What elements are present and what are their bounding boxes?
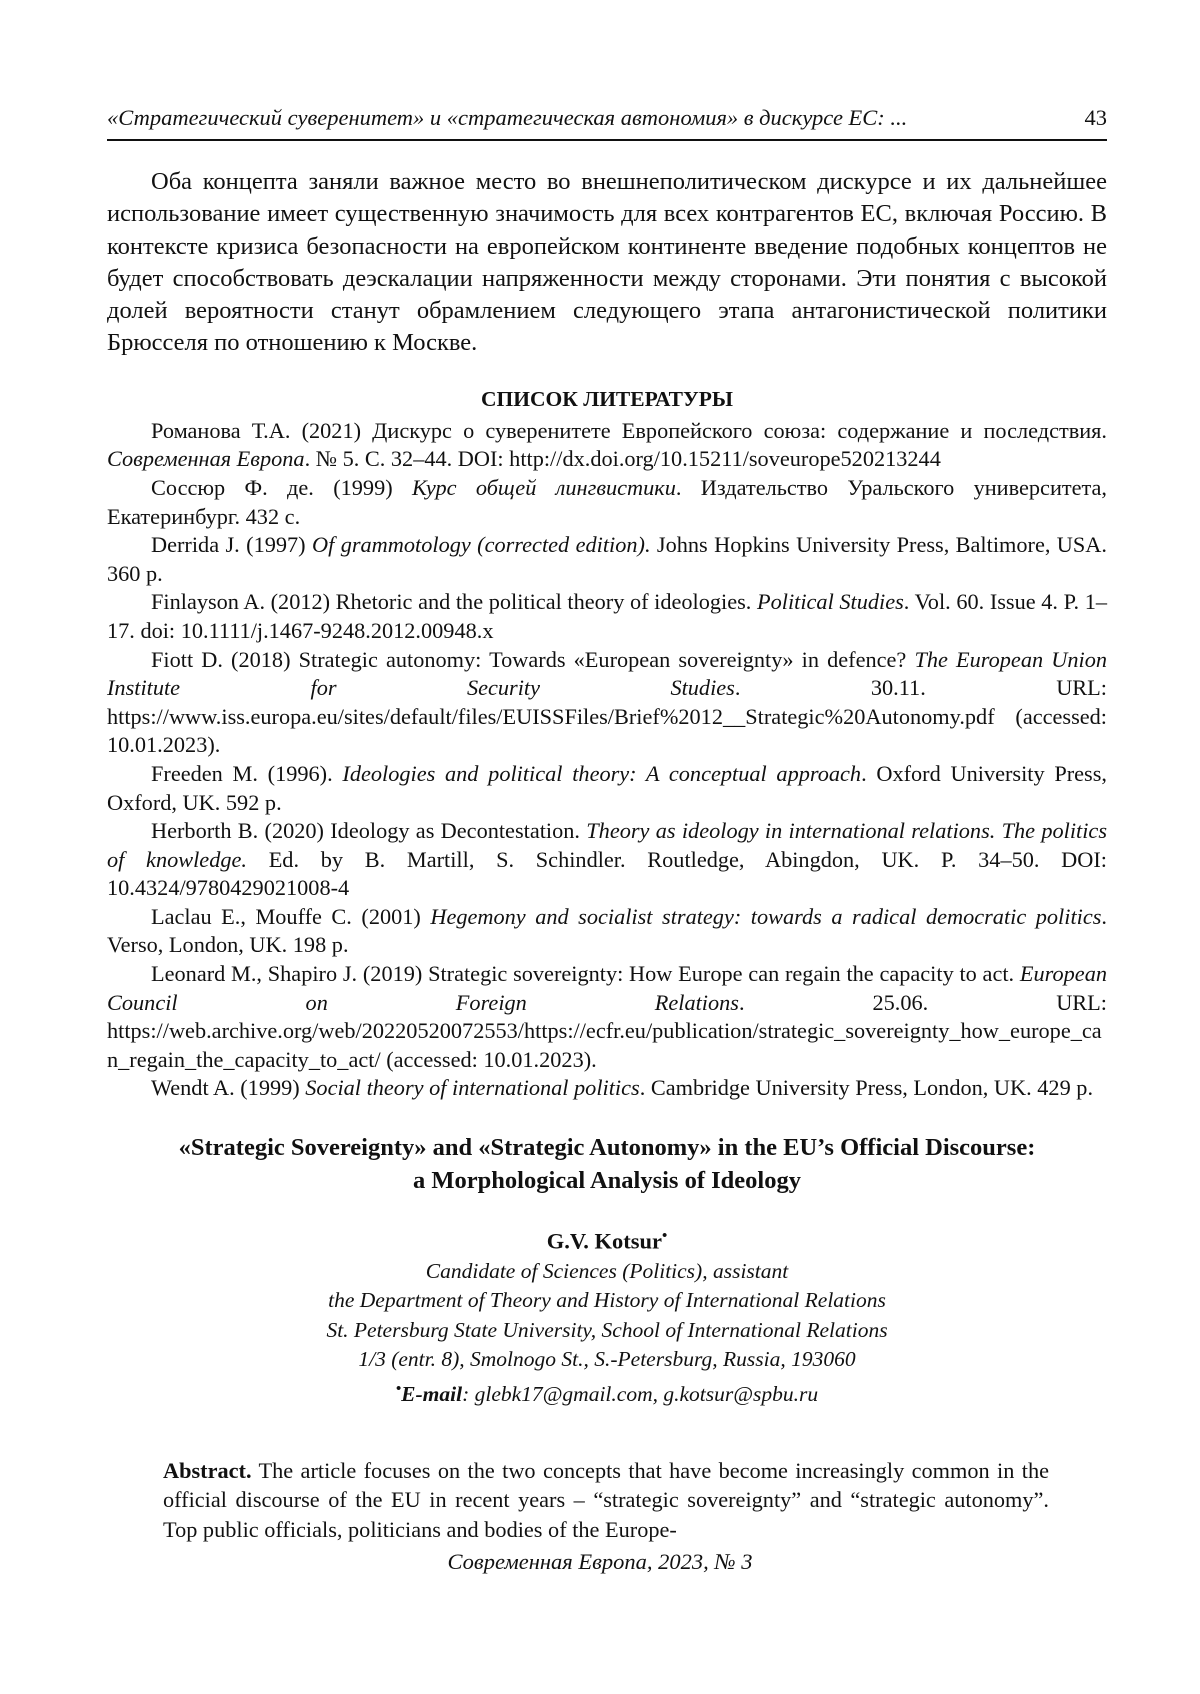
author-name: G.V. Kotsur• (546, 1228, 668, 1254)
english-title-line: a Morphological Analysis of Ideology (413, 1167, 801, 1195)
reference-item: Finlayson A. (2012) Rhetoric and the political theory of ideologies. Political Studies. Vol. 60. Issue 4. P. 1–17. doi: 10.1111/j.1467-9248.2012.00948.x (107, 589, 1107, 643)
affiliation-line: Candidate of Sciences (Politics), assistant (425, 1258, 789, 1283)
reference-list (107, 417, 1107, 1103)
abstract (163, 1456, 1049, 1544)
running-header (107, 103, 1107, 133)
email-line: •E-mail: glebk17@gmail.com, g.kotsur@spbu.ru (395, 1380, 819, 1406)
reference-item: Herborth B. (2020) Ideology as Decontestation. Theory as ideology in international relations. The politics of knowledge. Ed. by B. Martill, S. Schindler. Routledge, Abingdon, UK. P. 34–50. DOI: 10.4324/9780429021008-4 (107, 818, 1107, 901)
affiliation-block (107, 1257, 1107, 1410)
affiliation-line: 1/3 (entr. 8), Smolnogo St., S.-Petersburg, Russia, 193060 (358, 1347, 856, 1372)
reference-item: Leonard M., Shapiro J. (2019) Strategic sovereignty: How Europe can regain the capacity to act. European Council on Foreign Relations. 25.06. URL: https://web.archive.org/web/20220520072553/https://ecfr.eu/publication/strategic_sovereignty_how_europe_can_regain_the_capacity_to_act/ (accessed: 10.01.2023). (107, 961, 1107, 1072)
affiliation-line: the Department of Theory and History of International Relations (328, 1288, 886, 1313)
reference-item: Freeden M. (1996). Ideologies and political theory: A conceptual approach. Oxford University Press, Oxford, UK. 592 p. (107, 760, 1107, 815)
header-rule (107, 139, 1107, 141)
reference-item: Fiott D. (2018) Strategic autonomy: Towards «European sovereignty» in defence? The European Union Institute for Security Studies. 30.11. URL: https://www.iss.europa.eu/sites/default/files/EUISSFiles/Brief%2012__Strategic%20Autonomy.pdf (accessed: 10.01.2023). (107, 646, 1107, 758)
english-title-line: «Strategic Sovereignty» and «Strategic Autonomy» in the EU’s Official Discourse: (178, 1134, 1036, 1162)
reference-item: Соссюр Ф. де. (1999) Курс общей лингвистики. Издательство Уральского университета, Екатеринбург. 432 с. (107, 474, 1108, 529)
running-title: «Стратегический суверенитет» и «стратегическая автономия» в дискурсе ЕС: ... (107, 105, 908, 130)
main-content (107, 166, 1107, 1409)
affiliation-line: St. Petersburg State University, School of International Relations (326, 1317, 888, 1342)
abstract-text: The article focuses on the two concepts that have become increasingly common in the official discourse of the EU in recent years – “strategic sovereignty” and “strategic autonomy”. Top public officials, politicians and bodies of the Europe- (163, 1458, 1049, 1542)
page-number: 43 (1084, 105, 1107, 130)
reference-item: Романова Т.А. (2021) Дискурс о суверенитете Европейского союза: содержание и последствия. Современная Европа. № 5. С. 32–44. DOI: http://dx.doi.org/10.15211/soveurope520213244 (107, 417, 1107, 472)
journal-footer: Современная Европа, 2023, № 3 (447, 1549, 753, 1574)
reference-item: Derrida J. (1997) Of grammotology (corrected edition). Johns Hopkins University Press, Baltimore, USA. 360 p. (107, 532, 1107, 586)
body-paragraph: Оба концепта заняли важное место во внешнеполитическом дискурсе и их дальнейшее использование имеет существенную значимость для всех контрагентов ЕС, включая Россию. В контексте кризиса безопасности на европейском континенте введение подобных концептов не будет способствовать деэскалации напряженности между сторонами. Эти понятия с высокой долей вероятности станут обрамлением следующего этапа антагонистической политики Брюсселя по отношению к Москве. (107, 168, 1107, 357)
references-title: СПИСОК ЛИТЕРАТУРЫ (481, 386, 733, 411)
english-title (107, 1131, 1107, 1197)
author-footnote-mark: • (661, 1228, 668, 1245)
reference-item: Laclau E., Mouffe C. (2001) Hegemony and socialist strategy: towards a radical democratic politics. Verso, London, UK. 198 p. (107, 903, 1107, 958)
abstract-label: Abstract. (163, 1458, 252, 1483)
reference-item: Wendt A. (1999) Social theory of international politics. Cambridge University Press, London, UK. 429 p. (151, 1075, 1094, 1101)
